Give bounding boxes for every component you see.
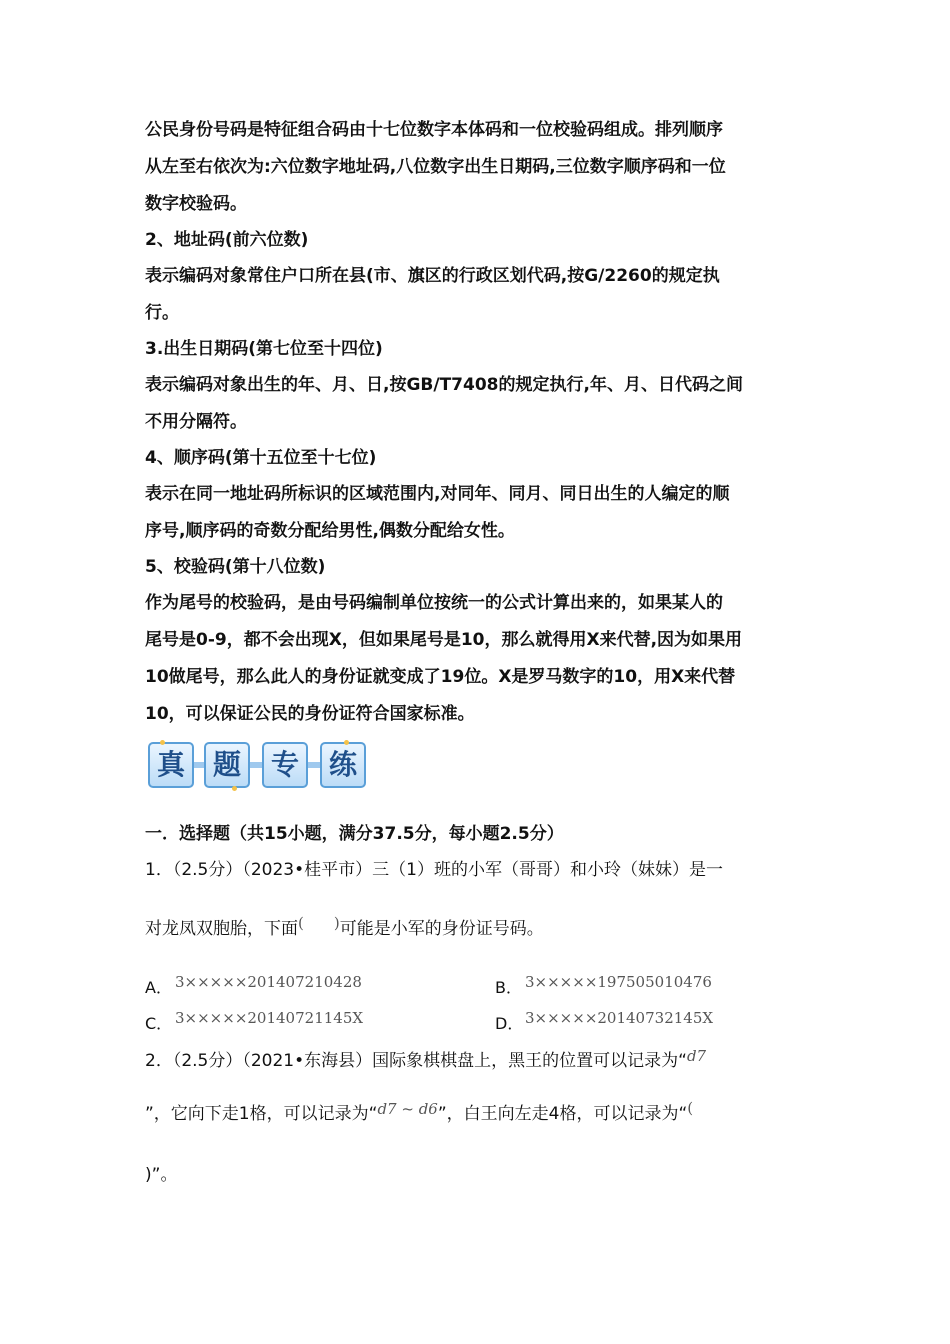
para-line-9: 不用分隔符。 — [145, 412, 247, 432]
para-line-16: 10做尾号，那么此人的身份证就变成了19位。X是罗马数字的10，用X来代替 — [145, 667, 736, 687]
para-line-2: 从左至右依次为:六位数字地址码,八位数字出生日期码,三位数字顺序码和一位 — [145, 157, 726, 177]
q2-math-d7: d7 — [686, 1047, 707, 1065]
para-line-6: 行。 — [145, 303, 179, 323]
sparkle-icon — [232, 786, 237, 791]
heading-birth-date-code: 3.出生日期码(第七位至十四位) — [145, 339, 383, 359]
para-line-8: 表示编码对象出生的年、月、日,按GB/T7408的规定执行,年、月、日代码之间 — [145, 375, 743, 395]
q2-line-2-post: ”，白王向左走4格，可以记录为“ — [437, 1104, 688, 1124]
option-value: 3×××××201407210428 — [175, 973, 362, 991]
para-line-11: 表示在同一地址码所标识的区域范围内,对同年、同月、同日出生的人编定的顺 — [145, 484, 730, 504]
q2-line-1-pre: 2．（2.5分）（2021•东海县）国际象棋棋盘上，黑王的位置可以记录为“ — [145, 1051, 687, 1071]
para-line-14: 作为尾号的校验码，是由号码编制单位按统一的公式计算出来的，如果某人的 — [145, 593, 723, 613]
banner-char-zhuan: 专 — [262, 742, 308, 788]
q1-option-a — [145, 970, 362, 1000]
option-letter: B． — [495, 978, 522, 997]
q2-math-d7-d6: d7 ~ d6 — [377, 1100, 438, 1118]
q1-option-b — [495, 970, 712, 1000]
banner-char-zhen: 真 — [148, 742, 194, 788]
q2-line-1 — [145, 1044, 825, 1073]
option-value: 3×××××197505010476 — [525, 973, 712, 991]
para-line-17: 10，可以保证公民的身份证符合国家标准。 — [145, 704, 475, 724]
q1-line-2 — [145, 911, 825, 941]
option-value: 3×××××20140732145X — [525, 1009, 714, 1027]
q1-answer-blank: ( ) — [298, 914, 340, 932]
sparkle-icon — [344, 740, 349, 745]
option-value: 3×××××20140721145X — [175, 1009, 364, 1027]
heading-check-code: 5、校验码(第十八位数) — [145, 557, 326, 577]
banner-char-ti: 题 — [204, 742, 250, 788]
q2-paren-open: ( — [687, 1099, 694, 1117]
q2-line-2-pre: ”，它向下走1格，可以记录为“ — [145, 1104, 378, 1124]
option-letter: C． — [145, 1014, 173, 1033]
para-line-12: 序号,顺序码的奇数分配给男性,偶数分配给女性。 — [145, 521, 515, 541]
section-heading: 一．选择题（共15小题，满分37.5分，每小题2.5分） — [145, 824, 564, 844]
practice-banner — [148, 740, 370, 792]
option-letter: D． — [495, 1014, 524, 1033]
para-line-1: 公民身份号码是特征组合码由十七位数字本体码和一位校验码组成。排列顺序 — [145, 120, 723, 140]
para-line-3: 数字校验码。 — [145, 194, 247, 214]
option-letter: A． — [145, 978, 172, 997]
q1-line-2-post: 可能是小军的身份证号码。 — [339, 919, 544, 939]
para-line-15: 尾号是0-9，都不会出现X，但如果尾号是10，那么就得用X来代替,因为如果用 — [145, 630, 743, 650]
banner-char-lian: 练 — [320, 742, 366, 788]
sparkle-icon — [160, 740, 165, 745]
q2-line-2 — [145, 1096, 825, 1126]
heading-address-code: 2、地址码(前六位数) — [145, 230, 309, 250]
para-line-5: 表示编码对象常住户口所在县(市、旗区的行政区划代码,按G/2260的规定执 — [145, 266, 720, 286]
q2-line-3: )”。 — [145, 1165, 178, 1185]
heading-sequence-code: 4、顺序码(第十五位至十七位) — [145, 448, 377, 468]
q1-line-2-pre: 对龙凤双胞胎，下面 — [145, 919, 298, 939]
q1-option-c — [145, 1006, 363, 1036]
q1-option-d — [495, 1006, 713, 1036]
q1-line-1: 1．（2.5分）（2023•桂平市）三（1）班的小军（哥哥）和小玲（妹妹）是一 — [145, 860, 723, 880]
